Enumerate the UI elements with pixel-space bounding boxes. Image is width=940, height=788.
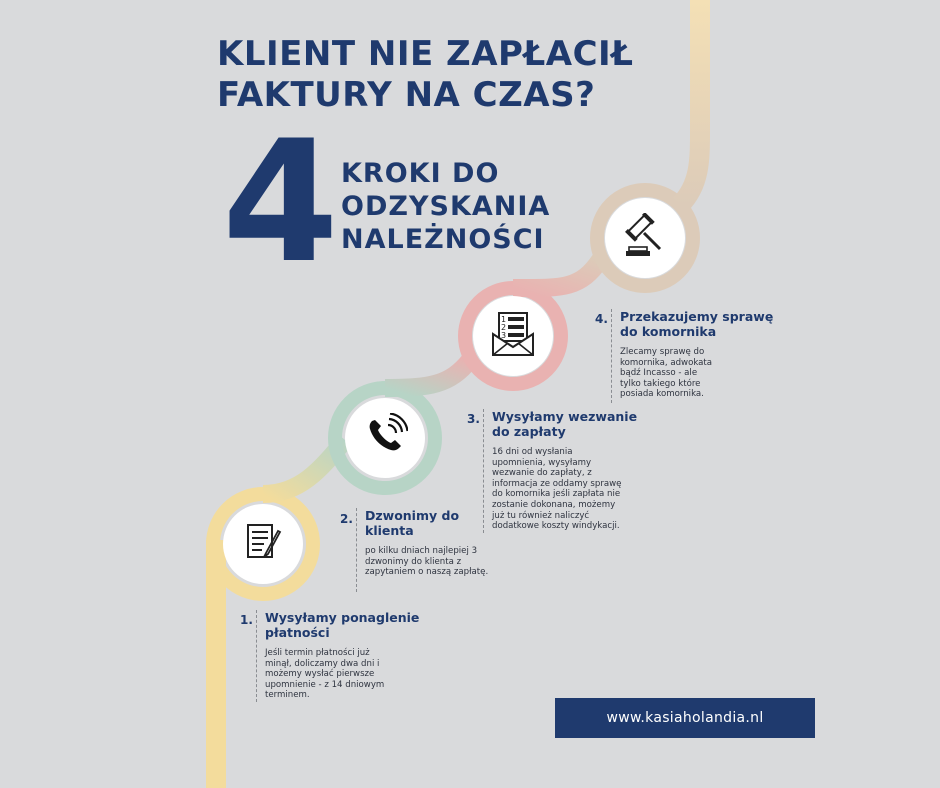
step-1-number: 1. [240, 613, 253, 627]
step-4-number: 4. [595, 312, 608, 326]
step-2-title: Dzwonimy do klienta [365, 508, 460, 538]
svg-text:2: 2 [501, 323, 507, 332]
step-1-circle [223, 504, 303, 584]
step-2-text [356, 508, 488, 592]
step-1-description: Jeśli termin płatności już minął, doliczamy dwa dni i możemy wysłać pierwsze upomnienie - z 14 dniowym terminem. [265, 648, 385, 701]
step-2-description: po kilku dniach najlepiej 3 dzwonimy do klienta z zapytaniem o naszą zapłatę. [365, 546, 489, 578]
step-4-text [611, 309, 773, 403]
step-2-number: 2. [340, 512, 353, 526]
page-title: KLIENT NIE ZAPŁACIŁ FAKTURY NA CZAS? [217, 34, 634, 115]
step-3-number: 3. [467, 412, 480, 426]
path-segment-4 [513, 260, 600, 288]
step-1-title: Wysyłamy ponaglenie płatności [265, 610, 420, 640]
big-number: 4 [222, 104, 339, 300]
phone-icon [362, 413, 408, 463]
path-segment-3 [385, 360, 470, 388]
step-4-title: Przekazujemy sprawę do komornika [620, 309, 774, 339]
document-pen-icon [240, 519, 286, 569]
step-1-text [256, 610, 419, 702]
step-3-circle [473, 296, 553, 376]
step-3-title: Wysyłamy wezwanie do zapłaty [492, 409, 638, 439]
step-3-description: 16 dni od wysłania upomnienia, wysyłamy wezwanie do zapłaty, z informacja ze oddamy sprawę do komornika jeśli zapłata nie zostanie dokonana, możemy już tu również naliczyć dodatkowe koszty windykacji. [492, 447, 622, 532]
step-2-circle [345, 398, 425, 478]
page-subtitle: KROKI DO ODZYSKANIA NALEŻNOŚCI [341, 158, 551, 255]
step-3-text [483, 409, 637, 533]
website-banner[interactable]: www.kasiaholandia.nl [555, 698, 815, 738]
gavel-icon [622, 213, 668, 263]
step-4-description: Zlecamy sprawę do komornika, adwokata bądź Incasso - ale tylko takiego które posiada komornika. [620, 347, 713, 400]
envelope-list-icon [489, 310, 537, 362]
path-segment-5 [680, 0, 700, 205]
step-4-circle [605, 198, 685, 278]
svg-text:3: 3 [501, 331, 507, 340]
svg-text:1: 1 [501, 315, 507, 324]
